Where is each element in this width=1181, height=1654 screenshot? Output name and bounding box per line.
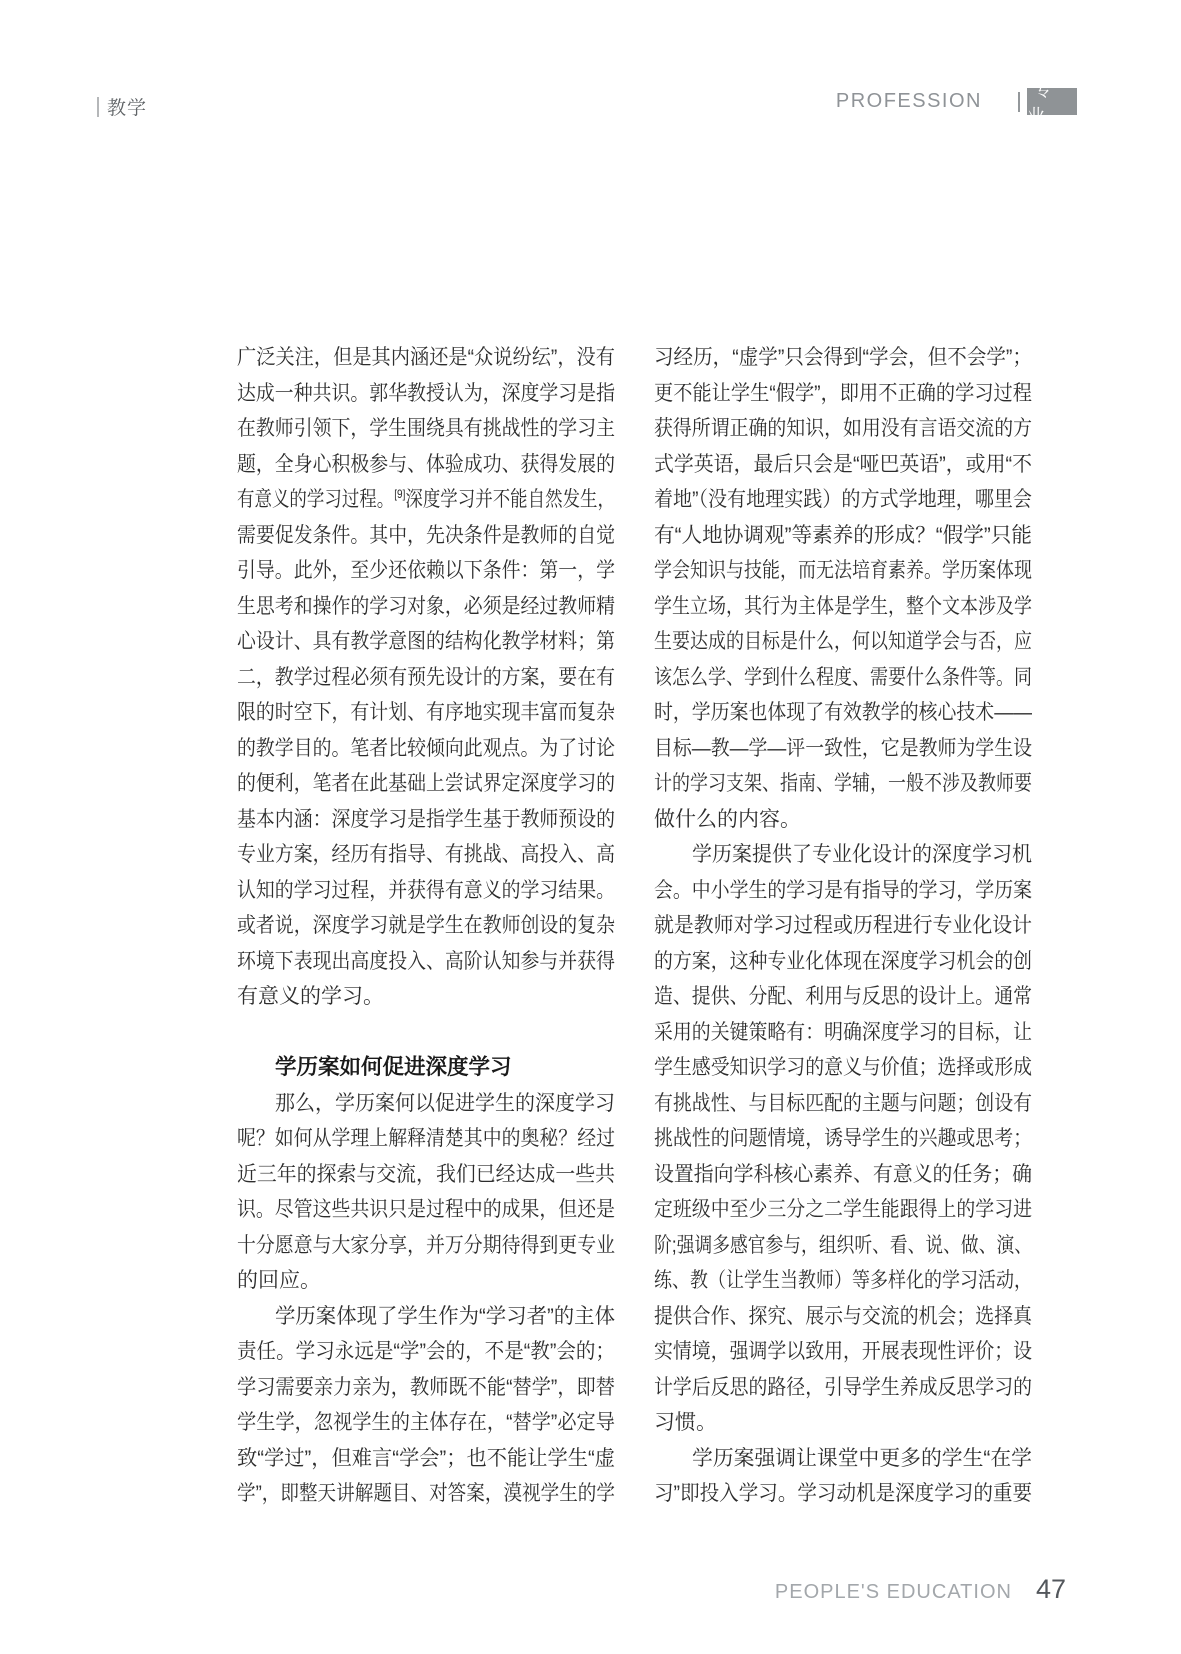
text-line: 就是教师对学习过程或历程进行专业化设计 [654, 914, 1032, 937]
text-line: 环境下表现出高度投入、高阶认知参与并获得 [237, 949, 615, 973]
profession-label: PROFESSION [835, 90, 982, 112]
citation-marker: [9] [394, 487, 406, 501]
text-line: 习经历，“虚学”只会得到“学会，但不会学”； [654, 346, 1032, 369]
text-line: 近三年的探索与交流，我们已经达成一些共 [237, 1162, 615, 1186]
text-line: 的便利，笔者在此基础上尝试界定深度学习的 [237, 772, 615, 795]
text-line: 的方案，这种专业化体现在深度学习机会的创 [654, 949, 1032, 973]
text-line: 二，教学过程必须有预先设计的方案，要在有 [237, 665, 615, 689]
header-section-label-left: 教学 [107, 98, 148, 119]
text-line: 学会知识与技能，而无法培育素养。学历案体现 [654, 559, 1032, 582]
divider-bar-icon [97, 97, 99, 117]
text-line: 致“学过”，但难言“学会”；也不能让学生“虚 [237, 1446, 615, 1470]
text-line: 学生学，忽视学生的主体存在，“替学”必定导 [237, 1411, 615, 1434]
text-line: 获得所谓正确的知识，如用没有言语交流的方 [654, 417, 1032, 440]
text-line: 十分愿意与大家分享，并万分期待得到更专业 [237, 1233, 615, 1257]
text-line: 限的时空下，有计划、有序地实现丰富而复杂 [237, 701, 615, 724]
section-heading: 学历案如何促进深度学习 [275, 1055, 512, 1079]
footer [775, 1574, 1066, 1605]
left-text-column [237, 340, 615, 1512]
text-line: 需要促发条件。其中，先决条件是教师的自觉 [237, 523, 615, 547]
text-line: 计学后反思的路径，引导学生养成反思学习的 [654, 1375, 1032, 1399]
text-line: 设置指向学科核心素养、有意义的任务；确 [654, 1162, 1032, 1186]
text-line: 学生立场，其行为主体是学生，整个文本涉及学 [654, 594, 1032, 618]
text-line: 提供合作、探究、展示与交流的机会；选择真 [654, 1304, 1032, 1328]
text-line: 有意义的学习。 [237, 985, 384, 1008]
header-right [835, 79, 1077, 126]
text-line: 基本内涵：深度学习是指学生基于教师预设的 [237, 807, 615, 831]
text-line: 更不能让学生“假学”，即用不正确的学习过程 [654, 381, 1032, 405]
text-line: 练、教（让学生当教师）等多样化的学习活动， [654, 1269, 1032, 1292]
paragraph-spacer [237, 1015, 615, 1051]
text-line: 做什么的内容。 [654, 807, 801, 831]
text-line: 的教学目的。笔者比较倾向此观点。为了讨论 [237, 736, 615, 760]
text-line: 学习需要亲力亲为，教师既不能“替学”，即替 [237, 1375, 615, 1399]
text-line: 时，学历案也体现了有效教学的核心技术—— [654, 701, 1032, 724]
text-line: 采用的关键策略有：明确深度学习的目标，让 [654, 1020, 1032, 1044]
text-line: 广泛关注，但是其内涵还是“众说纷纭”，没有 [237, 346, 615, 369]
text-line: 专业方案，经历有指导、有挑战、高投入、高 [237, 843, 615, 866]
text-line: 达成一种共识。郭华教授认为，深度学习是指 [237, 381, 615, 405]
text-line: 学历案提供了专业化设计的深度学习机 [692, 843, 1032, 866]
text-line: 学生感受知识学习的意义与价值；选择或形成 [654, 1056, 1032, 1079]
text-line: 识。尽管这些共识只是过程中的成果，但还是 [237, 1198, 615, 1221]
text-line: 那么，学历案何以促进学生的深度学习 [275, 1091, 615, 1115]
divider-bar-icon [1018, 92, 1020, 112]
text-line: 生思考和操作的学习对象，必须是经过教师精 [237, 594, 615, 618]
text-line: 学”，即整天讲解题目、对答案，漠视学生的学 [237, 1482, 615, 1505]
section-badge: 专业 [1027, 88, 1077, 115]
text-line: 阶;强调多感官参与，组织听、看、说、做、演、 [654, 1233, 1032, 1257]
text-line: 习惯。 [654, 1411, 717, 1434]
text-line: 有“人地协调观”等素养的形成？“假学”只能 [654, 523, 1032, 547]
right-text-column [654, 340, 1032, 1512]
text-line: 会。中小学生的学习是有指导的学习，学历案 [654, 878, 1032, 902]
text-line: 挑战性的问题情境，诱导学生的兴趣或思考； [654, 1127, 1032, 1150]
text-line: 有意义的学习过程。[9]深度学习并不能自然发生， [237, 487, 615, 511]
text-line: 引导。此外，至少还依赖以下条件：第一，学 [237, 559, 615, 582]
text-line: 该怎么学、学到什么程度、需要什么条件等。同 [654, 665, 1032, 689]
header-left [97, 93, 147, 120]
text-line: 责任。学习永远是“学”会的，不是“教”会的； [237, 1340, 615, 1363]
text-line: 定班级中至少三分之二学生能跟得上的学习进 [654, 1198, 1032, 1221]
text-line: 有挑战性、与目标匹配的主题与问题；创设有 [654, 1091, 1032, 1115]
text-line: 学历案体现了学生作为“学习者”的主体 [275, 1304, 615, 1328]
text-line: 心设计、具有教学意图的结构化教学材料；第 [237, 630, 615, 653]
page-number: 47 [1035, 1574, 1066, 1604]
text-line: 题，全身心积极参与、体验成功、获得发展的 [237, 452, 615, 476]
text-line: 式学英语，最后只会是“哑巴英语”，或用“不 [654, 452, 1032, 476]
text-line: 或者说，深度学习就是学生在教师创设的复杂 [237, 914, 615, 937]
text-line: 习”即投入学习。学习动机是深度学习的重要 [654, 1482, 1032, 1505]
text-line: 目标—教—学—评一致性，它是教师为学生设 [654, 736, 1032, 760]
text-line: 实情境，强调学以致用，开展表现性评价；设 [654, 1340, 1032, 1363]
text-line: 生要达成的目标是什么，何以知道学会与否，应 [654, 630, 1032, 653]
text-line: 着地”（没有地理实践）的方式学地理，哪里会 [654, 488, 1032, 511]
text-line: 造、提供、分配、利用与反思的设计上。通常 [654, 985, 1032, 1008]
journal-name: PEOPLE'S EDUCATION [774, 1581, 1012, 1603]
text-line: 的回应。 [237, 1269, 321, 1292]
text-line: 认知的学习过程，并获得有意义的学习结果。 [237, 878, 615, 902]
text-line: 学历案强调让课堂中更多的学生“在学 [692, 1446, 1032, 1470]
text-line: 在教师引领下，学生围绕具有挑战性的学习主 [237, 417, 615, 440]
text-line: 计的学习支架、指南、学辅，一般不涉及教师要 [654, 772, 1032, 795]
text-line: 呢？如何从学理上解释清楚其中的奥秘？经过 [237, 1127, 615, 1150]
